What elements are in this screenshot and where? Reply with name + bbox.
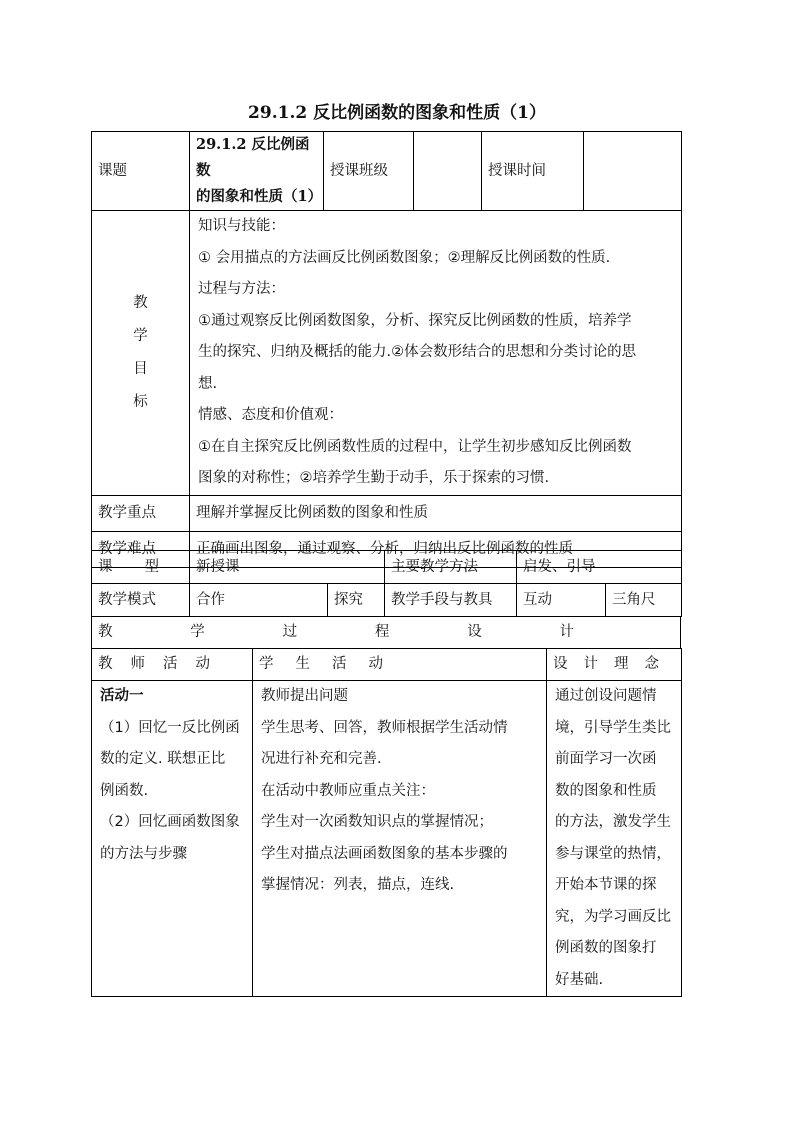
design-line: 的方法，激发学生 [555,814,671,830]
design-line: 好基础. [555,971,604,988]
goals-line: 情感、态度和价值观： [198,407,343,423]
design-line: 究，为学习画反比 [555,908,671,925]
topic-row [92,132,682,211]
mode-value-cooperation: 合作 [190,584,328,617]
header-char: 活 [163,656,178,672]
means-label: 教学手段与教具 [385,584,517,617]
design-line: 境，引导学生类比 [555,719,671,736]
goals-line: ① 会用描点的方法画反比例函数图象；②理解反比例函数的性质. [198,249,611,266]
lesson-info-table [91,131,681,568]
student-activity-cell [253,681,547,997]
student-line: 学生思考、回答，教师根据学生活动情 [261,719,508,736]
activity-table [91,648,681,997]
goals-line: 知识与技能： [198,218,285,234]
topic-value-line2: 的图象和性质（1） [196,188,323,205]
process-char: 程 [374,624,390,640]
student-line: 在活动中教师应重点关注： [261,782,435,799]
type-label-char: 型 [144,558,159,575]
header-char: 教 [98,656,113,672]
topic-value [190,132,324,211]
design-line: 数的图象和性质 [555,782,657,799]
header-char: 设 [553,656,568,672]
type-label-char: 课 [98,558,113,575]
difficulty-label: 教学难点 [92,531,190,567]
design-concept-cell [547,681,682,997]
process-char: 过 [282,624,298,640]
teacher-activity-cell [92,681,253,997]
header-char: 计 [583,656,598,672]
student-activity-header [253,649,547,681]
header-char: 生 [295,656,310,672]
header-char: 念 [644,656,659,672]
process-char: 计 [559,624,574,640]
teacher-line: 数的定义. 联想正比 [100,751,226,767]
goals-label-char: 标 [133,393,148,410]
activity-header-row [92,649,682,681]
type-row [92,551,682,584]
design-line: 通过创设问题情 [555,688,657,704]
teacher-line: （2）回忆画函数图象 [100,814,240,830]
header-char: 活 [332,656,347,672]
goals-row [92,211,682,496]
process-design-table [91,616,681,649]
student-line: 学生对描点法画函数图象的基本步骤的 [261,845,508,862]
student-line: 学生对一次函数知识点的掌握情况； [261,814,493,830]
design-line: 开始本节课的探 [555,877,657,893]
student-line: 教师提出问题 [261,688,348,704]
method-value: 启发、引导 [517,551,682,584]
class-value [414,132,482,211]
teacher-line: 例函数. [100,782,149,799]
goals-line: 想. [198,375,218,392]
difficulty-value: 正确画出图象，通过观察、分析，归纳出反比例函数的性质 [190,531,682,567]
activity-title: 活动一 [100,688,144,704]
key-point-label: 教学重点 [92,495,190,531]
goals-label [92,211,190,496]
header-char: 理 [614,656,629,672]
method-label: 主要教学方法 [385,551,517,584]
design-line: 前面学习一次函 [555,751,657,767]
process-char: 学 [190,624,205,640]
teaching-mode-table [91,583,681,617]
time-value [584,132,682,211]
goals-label-char: 学 [133,327,148,344]
topic-label: 课题 [92,132,190,211]
activity-one-row [92,681,682,997]
header-char: 师 [130,656,145,672]
key-point-row [92,495,682,531]
mode-row [92,584,682,617]
goals-line: 图象的对称性；②培养学生勤于动手，乐于探索的习惯. [198,470,550,486]
goals-line: 过程与方法： [198,281,285,297]
mode-label: 教学模式 [92,584,190,617]
design-line: 例函数的图象打 [555,940,657,956]
teacher-activity-header [92,649,253,681]
design-line: 参与课堂的热情， [555,845,671,862]
type-value: 新授课 [190,551,385,584]
topic-value-line1: 29.1.2 反比例函数 [196,136,310,179]
mode-value-explore: 探究 [328,584,385,617]
class-label: 授课班级 [324,132,414,211]
document-title: 29.1.2 反比例函数的图象和性质（1） [248,103,546,123]
time-label: 授课时间 [482,132,584,211]
header-char: 动 [368,656,383,672]
type-label [92,551,190,584]
teacher-line: 的方法与步骤 [100,845,187,862]
goals-line: ①通过观察反比例函数图象，分析、探究反比例函数的性质，培养学 [198,312,632,329]
process-design-heading [92,617,681,649]
student-line: 况进行补充和完善. [261,751,382,767]
goals-content [190,211,682,496]
means-value-triangle-ruler: 三角尺 [606,584,682,617]
design-concept-header [547,649,682,681]
goals-line: ①在自主探究反比例函数性质的过程中，让学生初步感知反比例函数 [198,438,632,455]
key-point-value: 理解并掌握反比例函数的图象和性质 [190,495,682,531]
process-header-row [92,617,681,649]
process-char: 设 [467,624,482,640]
student-line: 掌握情况：列表，描点，连线. [261,877,455,893]
header-char: 学 [259,656,274,672]
means-value-interaction: 互动 [517,584,606,617]
lesson-type-table [91,550,681,584]
process-char: 教 [98,624,113,640]
goals-line: 生的探究、归纳及概括的能力.②体会数形结合的思想和分类讨论的思 [198,344,637,360]
goals-label-char: 目 [133,360,148,377]
header-char: 动 [195,656,210,672]
teacher-line: （1）回忆一反比例函 [100,719,240,736]
goals-label-char: 教 [133,294,148,311]
